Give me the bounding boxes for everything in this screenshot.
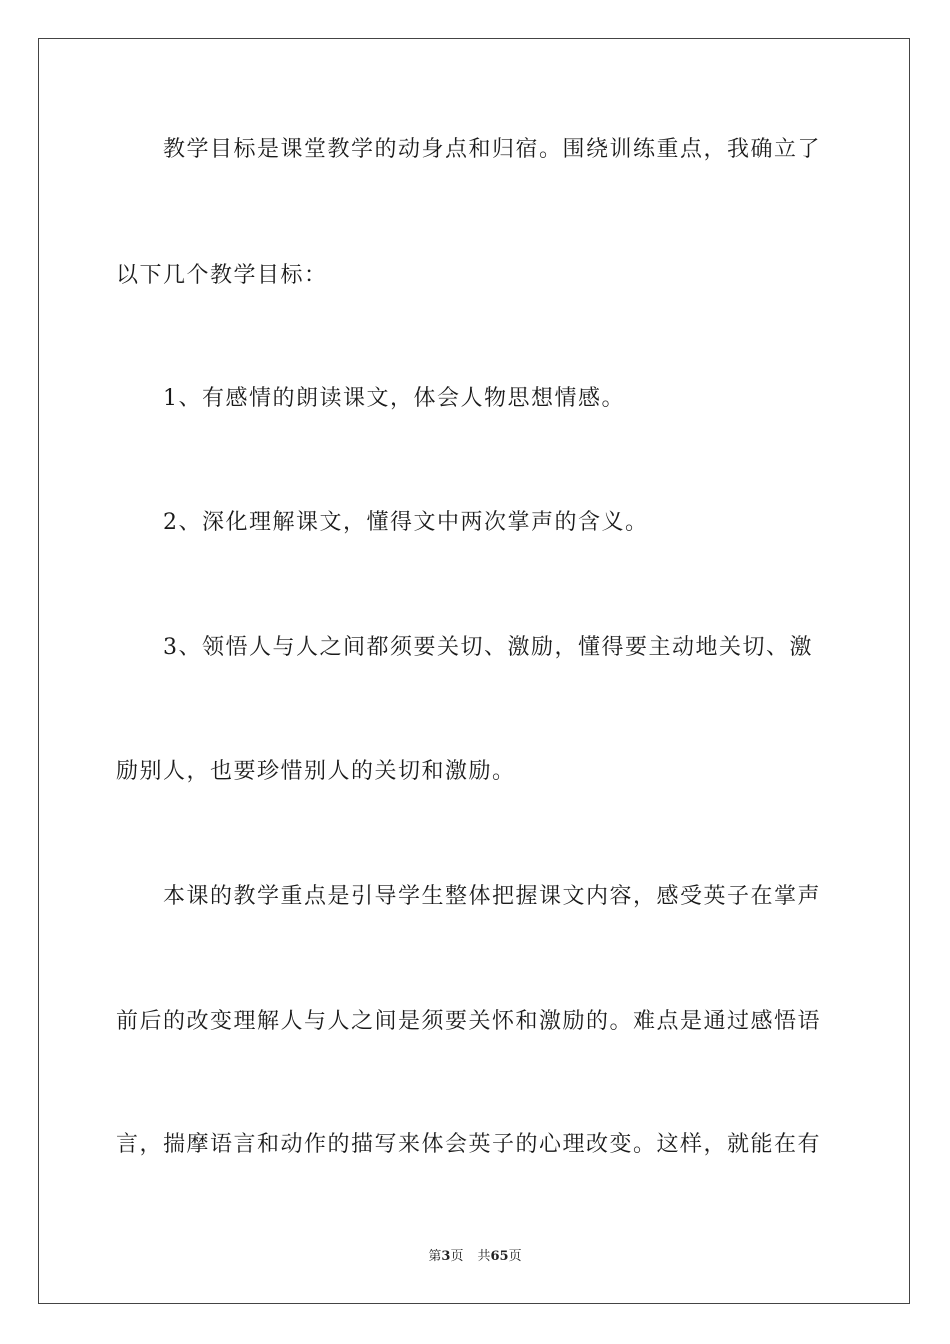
total-prefix: 共 xyxy=(477,1249,491,1264)
page-footer xyxy=(0,1248,950,1266)
page-unit: 页 xyxy=(450,1249,464,1264)
list-item-3: 3、领悟人与人之间都须要关切、激励，懂得要主动地关切、激 xyxy=(116,635,813,660)
list-item-2: 2、深化理解课文，懂得文中两次掌声的含义。 xyxy=(116,510,649,535)
total-unit: 页 xyxy=(508,1249,522,1264)
body-line-8: 前后的改变理解人与人之间是须要关怀和激励的。难点是通过感悟语 xyxy=(116,1009,822,1034)
page-number: 3 xyxy=(441,1249,451,1264)
page-border xyxy=(38,38,910,1304)
page-prefix: 第 xyxy=(428,1249,442,1264)
body-line-9: 言，揣摩语言和动作的描写来体会英子的心理改变。这样，就能在有 xyxy=(116,1132,822,1157)
body-line-2: 以下几个教学目标： xyxy=(116,263,328,288)
list-item-3-continued: 励别人，也要珍惜别人的关切和激励。 xyxy=(116,759,516,784)
body-line-1: 教学目标是课堂教学的动身点和归宿。围绕训练重点，我确立了 xyxy=(116,137,822,162)
total-pages: 65 xyxy=(490,1249,509,1264)
list-item-1: 1、有感情的朗读课文，体会人物思想情感。 xyxy=(116,386,625,411)
body-line-7: 本课的教学重点是引导学生整体把握课文内容，感受英子在掌声 xyxy=(116,884,822,909)
